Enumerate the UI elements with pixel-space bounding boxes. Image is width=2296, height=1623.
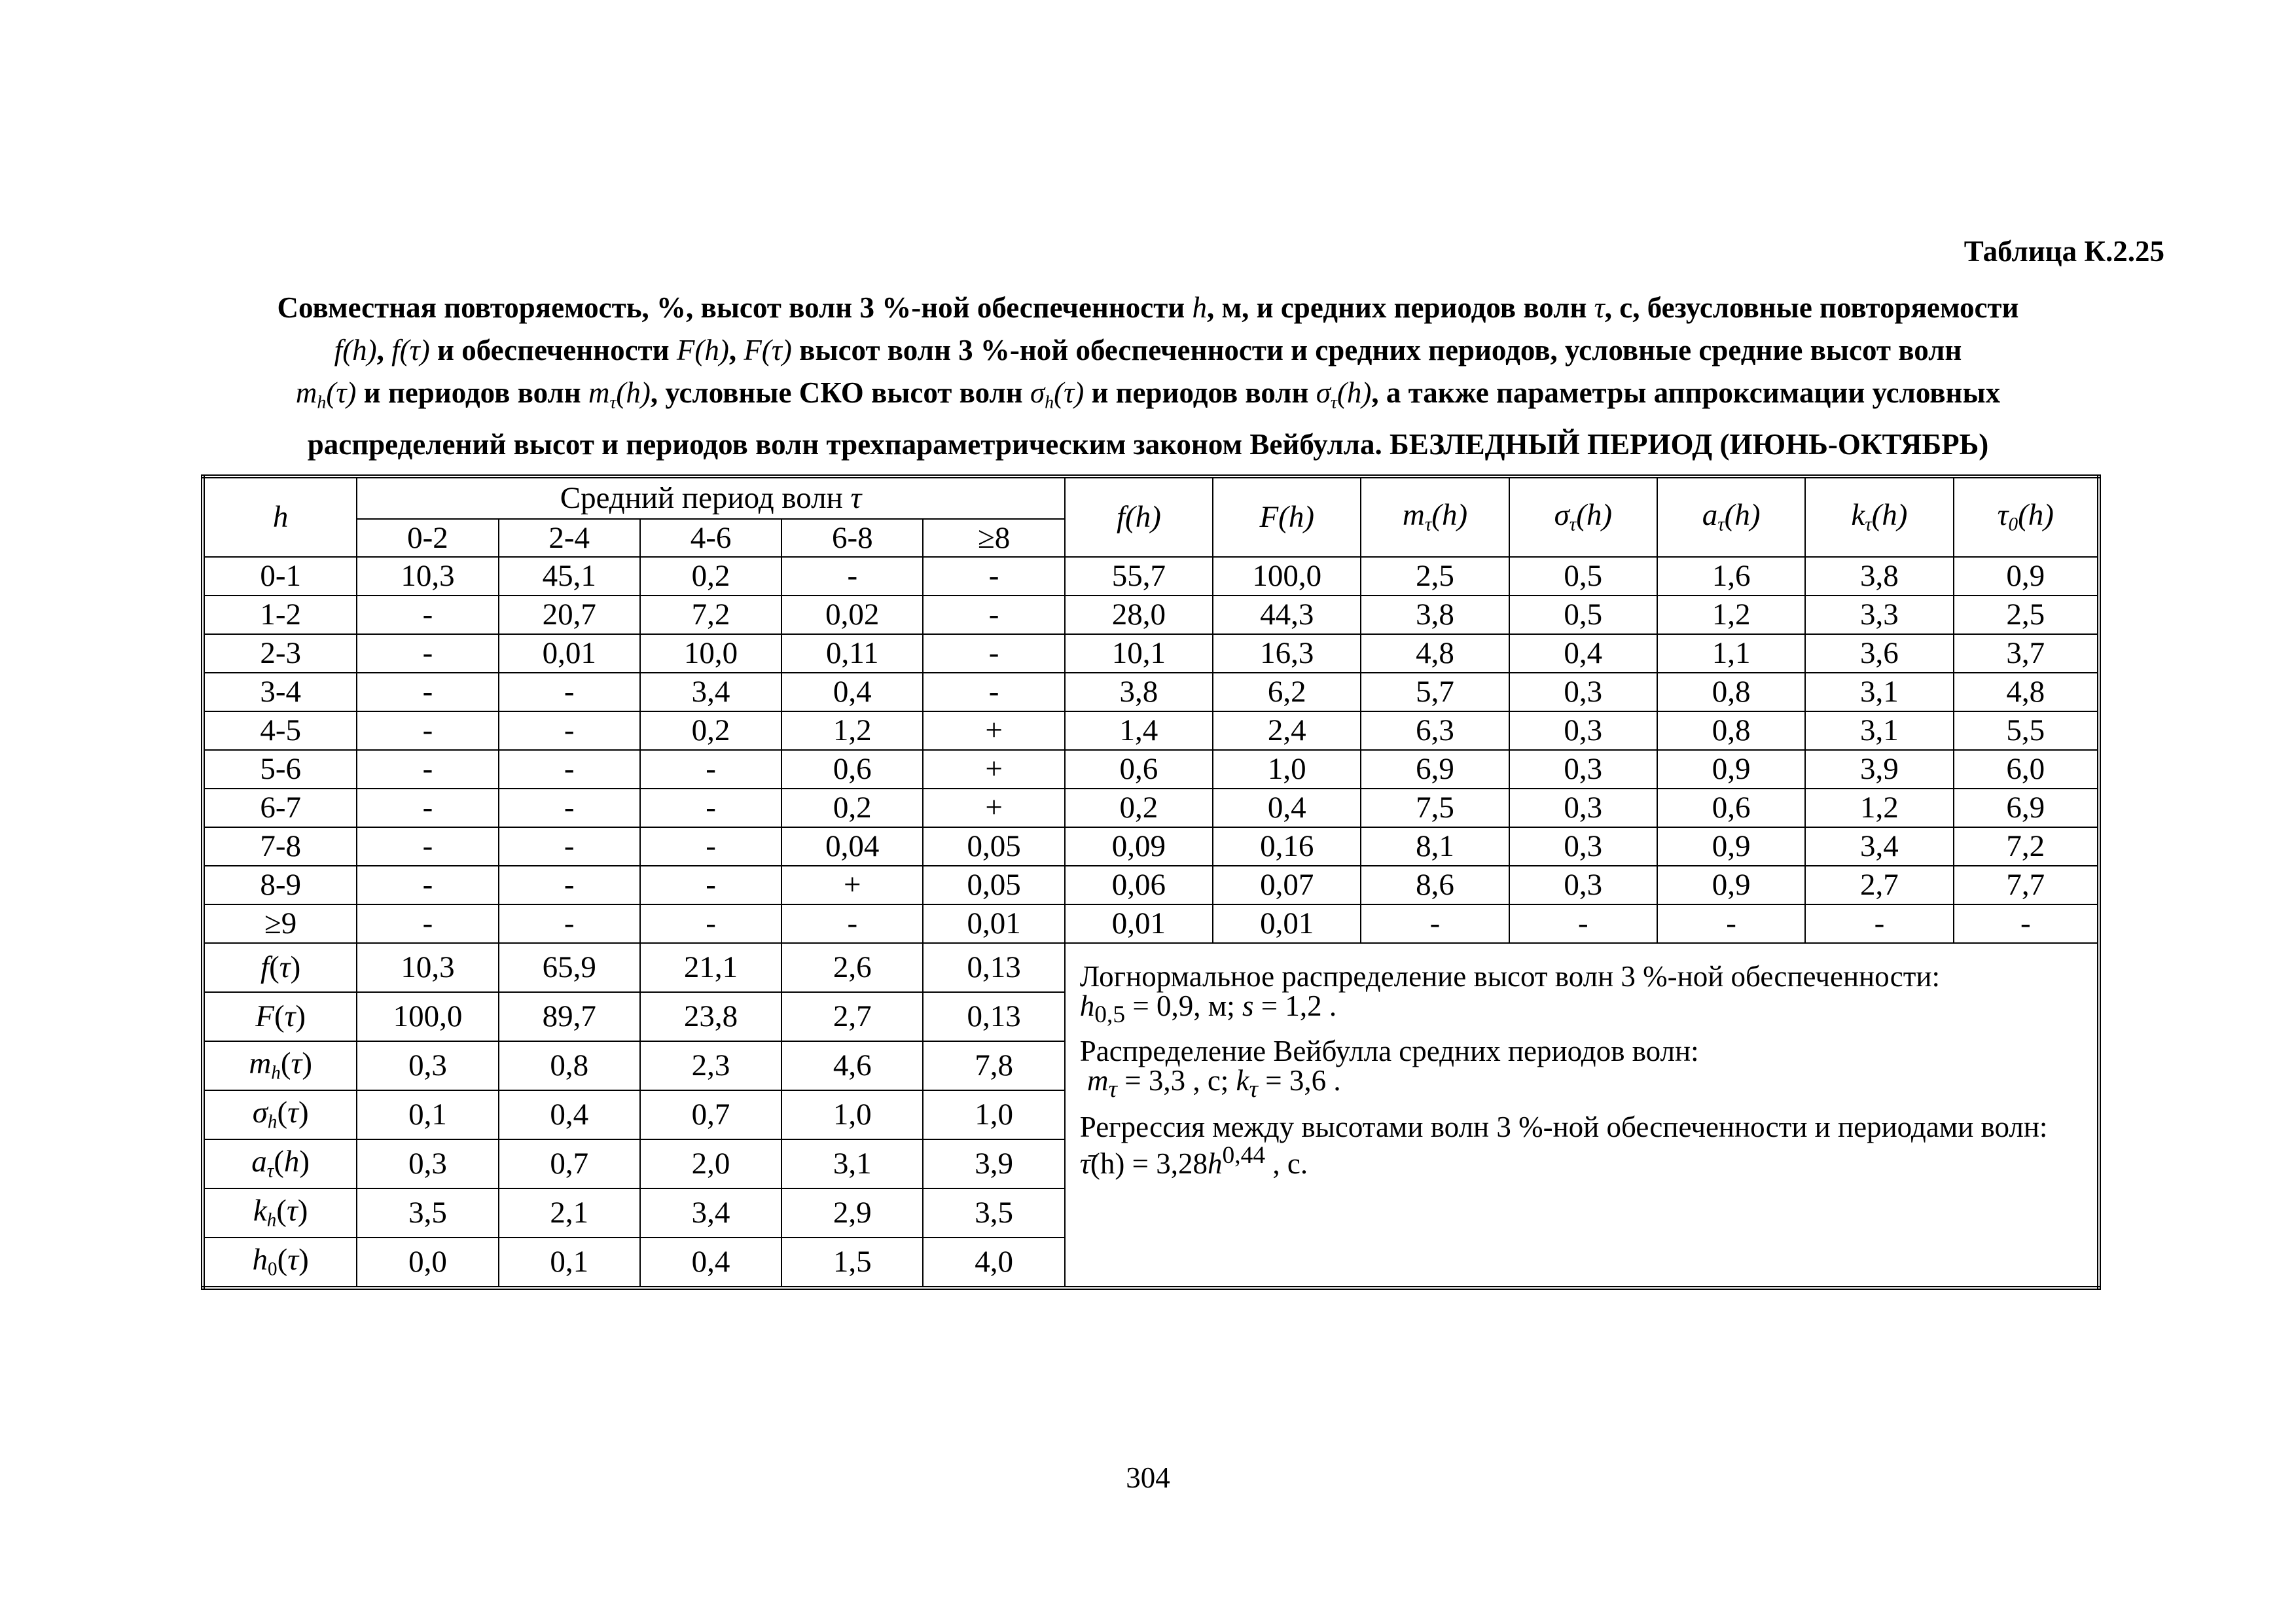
stat-value-cell: 3,1 <box>1805 711 1953 750</box>
stat-value-cell: 2,7 <box>1805 866 1953 904</box>
period-value-cell: 3,5 <box>357 1188 498 1238</box>
stat-value-cell: - <box>1361 904 1509 943</box>
stat-value-cell: 1,2 <box>1657 596 1805 634</box>
h-range-cell: 3-4 <box>203 673 357 711</box>
period-value-cell: 0,05 <box>923 866 1064 904</box>
stat-value-cell: 44,3 <box>1213 596 1361 634</box>
stat-value-cell: 3,4 <box>1805 827 1953 866</box>
period-value-cell: 10,0 <box>640 634 781 673</box>
period-value-cell: 0,1 <box>499 1238 640 1288</box>
period-value-cell: - <box>357 789 498 827</box>
caption-line-1: Совместная повторяемость, %, высот волн 3 %-ной обеспеченности h, м, и средних периодов волн τ, с, безусловные повторяемости <box>277 291 2019 324</box>
period-value-cell: 0,11 <box>781 634 923 673</box>
approximation-notes <box>1065 943 2099 1288</box>
stat-value-cell: 2,5 <box>1361 557 1509 596</box>
period-value-cell: - <box>640 827 781 866</box>
period-value-cell: - <box>499 789 640 827</box>
period-value-cell: 0,13 <box>923 992 1064 1041</box>
row-label-cell: $\sigma_h(\tau)$ <box>203 1090 357 1139</box>
h-range-cell: 1-2 <box>203 596 357 634</box>
row-label-cell: f(τ) <box>203 943 357 992</box>
period-value-cell: - <box>781 557 923 596</box>
stat-value-cell: 1,6 <box>1657 557 1805 596</box>
period-value-cell: - <box>499 750 640 789</box>
period-value-cell: 0,3 <box>357 1139 498 1188</box>
stat-value-cell: 4,8 <box>1954 673 2099 711</box>
period-value-cell: - <box>640 789 781 827</box>
period-value-cell: 1,0 <box>923 1090 1064 1139</box>
stat-value-cell: 3,1 <box>1805 673 1953 711</box>
row-label-cell: $a_\tau(h)$ <box>203 1139 357 1188</box>
stat-value-cell: 2,5 <box>1954 596 2099 634</box>
stat-value-cell: 0,8 <box>1657 673 1805 711</box>
data-body <box>203 557 2099 943</box>
period-value-cell: 2,1 <box>499 1188 640 1238</box>
period-value-cell: 0,13 <box>923 943 1064 992</box>
period-col-header: ≥8 <box>923 519 1064 557</box>
period-value-cell: 10,3 <box>357 557 498 596</box>
period-value-cell: - <box>640 866 781 904</box>
page-number: 304 <box>1126 1461 1170 1494</box>
stat-value-cell: 1,1 <box>1657 634 1805 673</box>
sigmatau-header: $\sigma_\tau(h)$ <box>1509 476 1657 557</box>
stat-value-cell: 10,1 <box>1065 634 1213 673</box>
table-row <box>203 711 2099 750</box>
h-range-cell: 5-6 <box>203 750 357 789</box>
stat-value-cell: 100,0 <box>1213 557 1361 596</box>
stat-value-cell: 0,2 <box>1065 789 1213 827</box>
period-value-cell: - <box>499 711 640 750</box>
stat-value-cell: 8,6 <box>1361 866 1509 904</box>
stat-value-cell: 0,5 <box>1509 557 1657 596</box>
stat-value-cell: 1,0 <box>1213 750 1361 789</box>
h-range-cell: 4-5 <box>203 711 357 750</box>
stat-value-cell: 55,7 <box>1065 557 1213 596</box>
period-value-cell: 0,8 <box>499 1041 640 1090</box>
period-value-cell: 0,05 <box>923 827 1064 866</box>
stat-value-cell: 0,3 <box>1509 827 1657 866</box>
stat-value-cell: 6,0 <box>1954 750 2099 789</box>
stat-value-cell: 6,9 <box>1361 750 1509 789</box>
period-value-cell: 3,4 <box>640 673 781 711</box>
lower-body <box>203 943 2099 1288</box>
period-value-cell: 0,4 <box>640 1238 781 1288</box>
mtau-header: $m_\tau(h)$ <box>1361 476 1509 557</box>
period-value-cell: 0,7 <box>499 1139 640 1188</box>
stat-value-cell: 7,5 <box>1361 789 1509 827</box>
stat-value-cell: 0,9 <box>1657 866 1805 904</box>
stat-value-cell: 7,2 <box>1954 827 2099 866</box>
period-value-cell: 0,4 <box>781 673 923 711</box>
header-row-1 <box>203 476 2099 519</box>
stat-value-cell: - <box>1805 904 1953 943</box>
period-value-cell: 10,3 <box>357 943 498 992</box>
period-value-cell: 2,3 <box>640 1041 781 1090</box>
period-value-cell: 0,2 <box>640 711 781 750</box>
h-range-cell: 7-8 <box>203 827 357 866</box>
h-range-cell: ≥9 <box>203 904 357 943</box>
wave-statistics-table <box>201 474 2101 1290</box>
h-range-cell: 2-3 <box>203 634 357 673</box>
stat-value-cell: 0,01 <box>1213 904 1361 943</box>
stat-value-cell: 0,9 <box>1657 827 1805 866</box>
stat-value-cell: 3,3 <box>1805 596 1953 634</box>
period-value-cell: - <box>781 904 923 943</box>
period-value-cell: 89,7 <box>499 992 640 1041</box>
stat-value-cell: 1,2 <box>1805 789 1953 827</box>
period-value-cell: + <box>923 750 1064 789</box>
period-value-cell: 3,9 <box>923 1139 1064 1188</box>
period-value-cell: 2,7 <box>781 992 923 1041</box>
stat-value-cell: 0,4 <box>1509 634 1657 673</box>
h-header: h <box>203 476 357 557</box>
period-value-cell: 0,1 <box>357 1090 498 1139</box>
period-value-cell: - <box>357 904 498 943</box>
period-value-cell: - <box>499 827 640 866</box>
stat-value-cell: 0,6 <box>1065 750 1213 789</box>
period-value-cell: - <box>499 866 640 904</box>
tau-symbol: τ <box>1594 291 1605 324</box>
period-value-cell: - <box>923 673 1064 711</box>
stat-value-cell: - <box>1954 904 2099 943</box>
period-value-cell: 1,0 <box>781 1090 923 1139</box>
stat-value-cell: 28,0 <box>1065 596 1213 634</box>
regression-note: Регрессия между высотами волн 3 %-ной обеспеченности и периодами волн: <box>1079 1111 2048 1143</box>
caption-line-2: f(h), f(τ) и обеспеченности F(h), F(τ) высот волн 3 %-ной обеспеченности и средних периодов, условные средние высот волн <box>334 334 1962 366</box>
row-label-cell: $m_h(\tau)$ <box>203 1041 357 1090</box>
period-value-cell: - <box>357 596 498 634</box>
period-value-cell: + <box>923 711 1064 750</box>
row-label-cell: $h_0(\tau)$ <box>203 1238 357 1288</box>
period-value-cell: - <box>357 711 498 750</box>
period-value-cell: + <box>781 866 923 904</box>
period-col-header: 2-4 <box>499 519 640 557</box>
h-range-cell: 6-7 <box>203 789 357 827</box>
stat-value-cell: 3,9 <box>1805 750 1953 789</box>
period-value-cell: - <box>640 750 781 789</box>
table-row <box>203 596 2099 634</box>
period-value-cell: - <box>499 904 640 943</box>
period-value-cell: - <box>357 866 498 904</box>
period-value-cell: 4,0 <box>923 1238 1064 1288</box>
period-value-cell: - <box>357 634 498 673</box>
stat-value-cell: 0,5 <box>1509 596 1657 634</box>
table-row <box>203 673 2099 711</box>
stat-value-cell: 0,8 <box>1657 711 1805 750</box>
stat-value-cell: 0,07 <box>1213 866 1361 904</box>
stat-value-cell: 2,4 <box>1213 711 1361 750</box>
regression-formula: τ̄(h) = $3,28h^{0,44}$ , с. <box>1079 1142 1308 1180</box>
period-value-cell: 100,0 <box>357 992 498 1041</box>
stat-value-cell: 7,7 <box>1954 866 2099 904</box>
period-col-header: 0-2 <box>357 519 498 557</box>
stat-value-cell: 3,8 <box>1065 673 1213 711</box>
period-value-cell: 0,2 <box>781 789 923 827</box>
weibull-note: Распределение Вейбулла средних периодов волн: <box>1079 1034 1699 1067</box>
stat-value-cell: 0,09 <box>1065 827 1213 866</box>
stat-value-cell: 0,01 <box>1065 904 1213 943</box>
stat-value-cell: 3,7 <box>1954 634 2099 673</box>
period-value-cell: 2,9 <box>781 1188 923 1238</box>
period-value-cell: 0,2 <box>640 557 781 596</box>
period-value-cell: 2,6 <box>781 943 923 992</box>
stat-value-cell: 3,6 <box>1805 634 1953 673</box>
period-value-cell: 65,9 <box>499 943 640 992</box>
stat-value-cell: 0,3 <box>1509 750 1657 789</box>
table-row <box>203 789 2099 827</box>
Fh-header: F(h) <box>1213 476 1361 557</box>
period-value-cell: - <box>923 596 1064 634</box>
period-value-cell: 0,6 <box>781 750 923 789</box>
stat-value-cell: 3,8 <box>1361 596 1509 634</box>
period-value-cell: 7,8 <box>923 1041 1064 1090</box>
period-value-cell: 0,3 <box>357 1041 498 1090</box>
atau-header: $a_\tau(h)$ <box>1657 476 1805 557</box>
period-value-cell: 0,4 <box>499 1090 640 1139</box>
stat-value-cell: 16,3 <box>1213 634 1361 673</box>
period-group-header: Средний период волн τ <box>357 476 1064 519</box>
weibull-params: $m_\tau = 3,3$ , с; $k_\tau = 3,6$ . <box>1087 1063 1341 1103</box>
stat-value-cell: - <box>1509 904 1657 943</box>
table-label: Таблица К.2.25 <box>1964 235 2164 268</box>
stat-value-cell: 6,2 <box>1213 673 1361 711</box>
stat-value-cell: 0,6 <box>1657 789 1805 827</box>
period-value-cell: 3,5 <box>923 1188 1064 1238</box>
period-value-cell: 21,1 <box>640 943 781 992</box>
row-label-cell: $k_h(\tau)$ <box>203 1188 357 1238</box>
lognormal-params: $h_{0,5} = 0,9$, м; s = 1,2 . <box>1079 990 1337 1028</box>
period-value-cell: 1,5 <box>781 1238 923 1288</box>
period-value-cell: 0,02 <box>781 596 923 634</box>
period-value-cell: 20,7 <box>499 596 640 634</box>
period-value-cell: 1,2 <box>781 711 923 750</box>
period-value-cell: 23,8 <box>640 992 781 1041</box>
stat-value-cell: 0,3 <box>1509 673 1657 711</box>
period-value-cell: 3,1 <box>781 1139 923 1188</box>
stat-value-cell: 8,1 <box>1361 827 1509 866</box>
stat-value-cell: 0,9 <box>1657 750 1805 789</box>
row-label-cell: F(τ) <box>203 992 357 1041</box>
h-range-cell: 0-1 <box>203 557 357 596</box>
stat-value-cell: 0,16 <box>1213 827 1361 866</box>
table-row <box>203 866 2099 904</box>
caption-line-4: распределений высот и периодов волн трехпараметрическим законом Вейбулла. БЕЗЛЕДНЫЙ ПЕРИОД (ИЮНЬ-ОКТЯБРЬ) <box>307 428 1989 461</box>
period-value-cell: - <box>357 673 498 711</box>
period-value-cell: 3,4 <box>640 1188 781 1238</box>
stat-value-cell: 0,4 <box>1213 789 1361 827</box>
stat-value-cell: 0,9 <box>1954 557 2099 596</box>
period-value-cell: 0,04 <box>781 827 923 866</box>
stat-value-cell: 5,5 <box>1954 711 2099 750</box>
period-value-cell: 7,2 <box>640 596 781 634</box>
period-value-cell: - <box>640 904 781 943</box>
period-value-cell: - <box>357 750 498 789</box>
table-row <box>203 557 2099 596</box>
period-col-header: 6-8 <box>781 519 923 557</box>
stat-value-cell: 0,06 <box>1065 866 1213 904</box>
h-symbol: h <box>1192 291 1207 324</box>
stat-value-cell: 0,3 <box>1509 711 1657 750</box>
period-value-cell: + <box>923 789 1064 827</box>
h-range-cell: 8-9 <box>203 866 357 904</box>
stat-value-cell: 1,4 <box>1065 711 1213 750</box>
period-value-cell: 0,7 <box>640 1090 781 1139</box>
period-value-cell: 0,0 <box>357 1238 498 1288</box>
caption-line-3: $m_h(\tau)$ и периодов волн $m_\tau(h)$, условные СКО высот волн $\sigma_h(\tau)$ и периодов волн $\sigma_\tau(h)$, а также параметры аппроксимации условных <box>295 376 2001 413</box>
stat-value-cell: 0,3 <box>1509 866 1657 904</box>
fh-header: f(h) <box>1065 476 1213 557</box>
period-value-cell: 0,01 <box>499 634 640 673</box>
period-value-cell: 4,6 <box>781 1041 923 1090</box>
stat-value-cell: 3,8 <box>1805 557 1953 596</box>
table-row <box>203 750 2099 789</box>
period-value-cell: 45,1 <box>499 557 640 596</box>
period-value-cell: - <box>357 827 498 866</box>
table-row <box>203 904 2099 943</box>
tau0-header: $\tau_0(h)$ <box>1954 476 2099 557</box>
stat-value-cell: - <box>1657 904 1805 943</box>
stat-value-cell: 5,7 <box>1361 673 1509 711</box>
table-row <box>203 634 2099 673</box>
stat-value-cell: 6,3 <box>1361 711 1509 750</box>
table-row <box>203 827 2099 866</box>
table-caption <box>131 287 2165 466</box>
stat-value-cell: 6,9 <box>1954 789 2099 827</box>
stat-value-cell: 0,3 <box>1509 789 1657 827</box>
period-col-header: 4-6 <box>640 519 781 557</box>
period-value-cell: 2,0 <box>640 1139 781 1188</box>
period-value-cell: - <box>499 673 640 711</box>
ktau-header: $k_\tau(h)$ <box>1805 476 1953 557</box>
lognormal-note: Логнормальное распределение высот волн 3 %-ной обеспеченности: <box>1079 960 1940 993</box>
period-value-cell: - <box>923 557 1064 596</box>
period-value-cell: 0,01 <box>923 904 1064 943</box>
stat-value-cell: 4,8 <box>1361 634 1509 673</box>
table-row <box>203 943 2099 992</box>
period-value-cell: - <box>923 634 1064 673</box>
